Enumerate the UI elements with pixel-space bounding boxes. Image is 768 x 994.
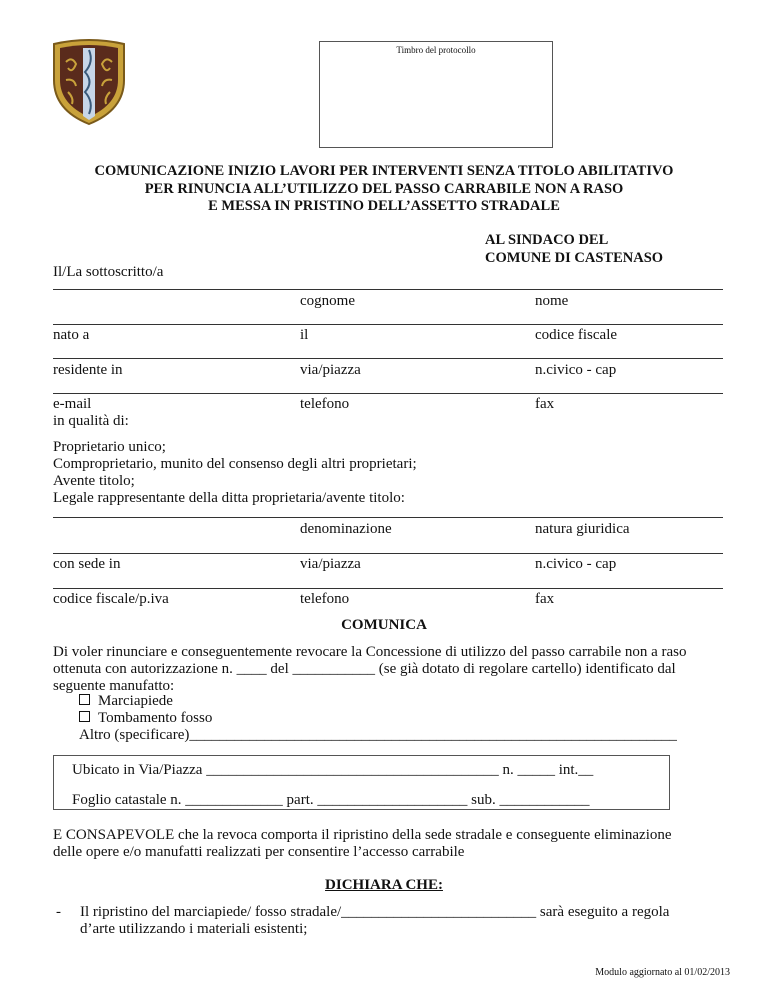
label-cognome: cognome (300, 293, 355, 309)
label-nato-a: nato a (53, 327, 90, 343)
role-option[interactable]: Avente titolo; (53, 473, 135, 489)
document-title (0, 163, 768, 216)
consapevole-paragraph (53, 827, 733, 861)
label-fax: fax (535, 396, 555, 412)
label-civico-cap: n.civico - cap (535, 362, 617, 378)
field-line[interactable] (53, 324, 723, 325)
role-option[interactable]: Proprietario unico; (53, 439, 166, 455)
undersigned-label: Il/La sottoscritto/a (53, 264, 164, 280)
dichiara-line-2: d’arte utilizzando i materiali esistenti; (80, 921, 308, 937)
comunica-line-2: ottenuta con autorizzazione n. ____ del ___________ (se già dotato di regolare cartello) identificato dal (53, 661, 676, 677)
field-line[interactable] (53, 517, 723, 518)
label-residente-in: residente in (53, 362, 123, 378)
field-line[interactable] (53, 289, 723, 290)
option-tombamento[interactable]: Tombamento fosso (79, 710, 677, 727)
label-con-sede-in: con sede in (53, 556, 121, 572)
comunica-line-3: seguente manufatto: (53, 678, 175, 694)
checkbox-icon[interactable] (79, 711, 90, 722)
label-natura-giuridica: natura giuridica (535, 521, 630, 537)
label-email: e-mail (53, 396, 92, 412)
addressee-line-2: COMUNE DI CASTENASO (485, 249, 664, 266)
label-telefono: telefono (300, 396, 350, 412)
dichiara-item (80, 904, 724, 938)
field-line[interactable] (53, 553, 723, 554)
field-line[interactable] (53, 393, 723, 394)
role-option[interactable]: Legale rappresentante della ditta proprietaria/avente titolo: (53, 490, 405, 506)
label-company-via-piazza: via/piazza (300, 556, 361, 572)
footer-note: Modulo aggiornato al 01/02/2013 (595, 967, 730, 978)
comunica-line-1: Di voler rinunciare e conseguentemente revocare la Concessione di utilizzo del passo carrabile non a raso (53, 644, 687, 660)
label-qualita: in qualità di: (53, 413, 129, 429)
label-codice-fiscale: codice fiscale (535, 327, 618, 343)
label-company-civico-cap: n.civico - cap (535, 556, 617, 572)
label-denominazione: denominazione (300, 521, 392, 537)
stamp-box-label: Timbro del protocollo (396, 45, 476, 55)
foglio-field[interactable]: Foglio catastale n. _____________ part. ____________________ sub. ____________ (72, 792, 590, 808)
field-line[interactable] (53, 588, 723, 589)
label-il: il (300, 327, 309, 343)
consapevole-line-2: delle opere e/o manufatti realizzati per consentire l’accesso carrabile (53, 844, 465, 860)
title-line-3: E MESSA IN PRISTINO DELL’ASSETTO STRADALE (208, 198, 560, 214)
consapevole-line-1: E CONSAPEVOLE che la revoca comporta il ripristino della sede stradale e conseguente eliminazione (53, 827, 672, 843)
municipal-crest-logo (50, 38, 128, 126)
manufatto-options (79, 693, 677, 744)
role-options (53, 439, 417, 507)
label-company-fax: fax (535, 591, 555, 607)
role-option[interactable]: Comproprietario, munito del consenso degli altri proprietari; (53, 456, 417, 472)
dichiara-line-1[interactable]: Il ripristino del marciapiede/ fosso stradale/__________________________ sarà eseguito a regola (80, 904, 670, 920)
addressee (485, 232, 663, 267)
protocol-stamp-box (319, 41, 553, 148)
ubicato-field[interactable]: Ubicato in Via/Piazza _______________________________________ n. _____ int.__ (72, 762, 594, 778)
label-nome: nome (535, 293, 569, 309)
comunica-paragraph (53, 644, 733, 695)
label-company-telefono: telefono (300, 591, 350, 607)
addressee-line-1: AL SINDACO DEL (485, 232, 609, 248)
field-line[interactable] (53, 358, 723, 359)
location-box (53, 755, 670, 810)
comunica-heading: COMUNICA (341, 617, 427, 633)
title-line-1: COMUNICAZIONE INIZIO LAVORI PER INTERVENTI SENZA TITOLO ABILITATIVO (94, 163, 674, 179)
title-line-2: PER RINUNCIA ALL’UTILIZZO DEL PASSO CARRABILE NON A RASO (144, 180, 624, 197)
dichiara-bullet: - (56, 904, 61, 920)
label-via-piazza: via/piazza (300, 362, 361, 378)
option-marciapiede[interactable]: Marciapiede (79, 693, 677, 710)
label-cf-piva: codice fiscale/p.iva (53, 591, 169, 607)
option-altro[interactable]: Altro (specificare)_________________________________________________________________ (79, 727, 677, 743)
dichiara-heading: DICHIARA CHE: (325, 877, 443, 893)
checkbox-icon[interactable] (79, 694, 90, 705)
